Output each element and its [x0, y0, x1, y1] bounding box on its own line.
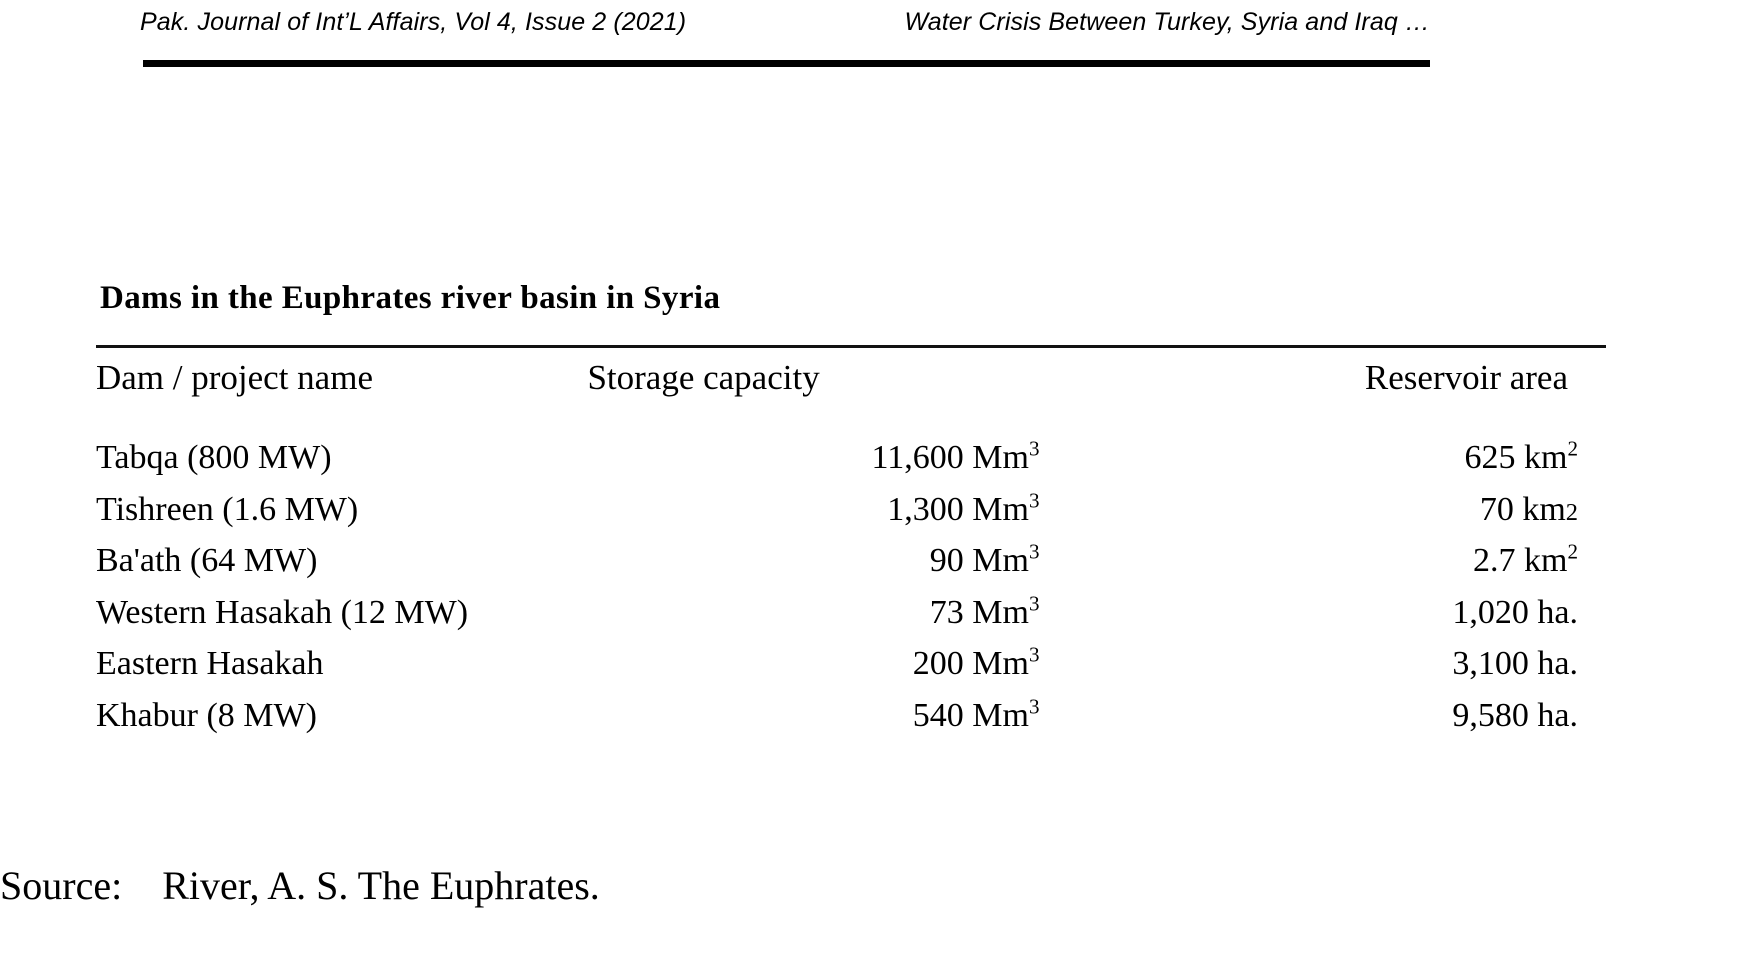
capacity-value: 1,300 Mm — [887, 490, 1029, 528]
dams-table — [96, 358, 1606, 741]
cell-dam-name: Eastern Hasakah — [96, 645, 324, 683]
cell-storage-capacity — [587, 484, 1149, 536]
table-row — [96, 535, 1606, 587]
table-title: Dams in the Euphrates river basin in Syria — [100, 280, 721, 316]
cell-reservoir-area — [1149, 638, 1606, 690]
cell-dam-name: Western Hasakah (12 MW) — [96, 593, 469, 631]
table-header-row — [96, 358, 1606, 432]
source-label: Source: — [0, 863, 123, 908]
cell-reservoir-area — [1149, 690, 1606, 742]
area-value: 3,100 ha. — [1452, 645, 1578, 683]
cell-reservoir-area — [1149, 432, 1606, 484]
table-top-rule — [96, 345, 1606, 348]
area-value: 70 km — [1479, 490, 1566, 528]
capacity-unit-exponent: 3 — [1028, 694, 1040, 719]
cell-dam-name: Tishreen (1.6 MW) — [96, 490, 359, 528]
area-value: 625 km — [1464, 439, 1568, 476]
area-value: 9,580 ha. — [1452, 696, 1578, 734]
capacity-unit-exponent: 3 — [1028, 591, 1040, 616]
capacity-value: 90 Mm — [929, 542, 1029, 580]
cell-reservoir-area — [1149, 535, 1606, 587]
table-row — [96, 432, 1606, 484]
running-head-right: Water Crisis Between Turkey, Syria and Iraq … — [904, 8, 1430, 36]
column-header-reservoir-area: Reservoir area — [1364, 358, 1568, 397]
column-header-dam-name: Dam / project name — [96, 358, 373, 397]
cell-storage-capacity — [587, 535, 1149, 587]
cell-storage-capacity — [587, 638, 1149, 690]
table-header — [96, 358, 1606, 432]
running-head-left: Pak. Journal of Int’L Affairs, Vol 4, Issue 2 (2021) — [140, 8, 687, 36]
capacity-value: 73 Mm — [929, 593, 1029, 631]
area-value: 1,020 ha. — [1452, 593, 1578, 631]
area-value: 2.7 km — [1473, 542, 1568, 580]
cell-dam-name: Tabqa (800 MW) — [96, 439, 332, 476]
cell-storage-capacity — [587, 690, 1149, 742]
capacity-unit-exponent: 3 — [1028, 436, 1040, 461]
capacity-value: 540 Mm — [912, 696, 1029, 734]
table-row — [96, 638, 1606, 690]
cell-dam-name: Ba'ath (64 MW) — [96, 542, 318, 580]
header-rule — [143, 60, 1430, 67]
cell-reservoir-area — [1149, 587, 1606, 639]
dams-table-block — [96, 280, 1656, 741]
cell-dam-name: Khabur (8 MW) — [96, 696, 317, 734]
area-unit-exponent: 2 — [1567, 436, 1578, 461]
cell-storage-capacity — [587, 587, 1149, 639]
table-row — [96, 690, 1606, 742]
source-line — [0, 862, 600, 909]
running-head — [140, 8, 1430, 37]
table-row — [96, 484, 1606, 536]
capacity-unit-exponent: 3 — [1028, 488, 1040, 513]
source-text: River, A. S. The Euphrates. — [162, 863, 600, 908]
table-row — [96, 587, 1606, 639]
capacity-unit-exponent: 3 — [1028, 539, 1040, 564]
table-body — [96, 432, 1606, 741]
area-unit-exponent: 2 — [1567, 539, 1578, 564]
column-header-storage-capacity: Storage capacity — [587, 358, 820, 397]
capacity-value: 200 Mm — [912, 645, 1029, 683]
cell-reservoir-area — [1149, 484, 1606, 536]
capacity-unit-exponent: 3 — [1028, 642, 1040, 667]
cell-storage-capacity — [587, 432, 1149, 484]
area-unit-exponent: 2 — [1565, 498, 1578, 526]
capacity-value: 11,600 Mm — [871, 439, 1029, 476]
